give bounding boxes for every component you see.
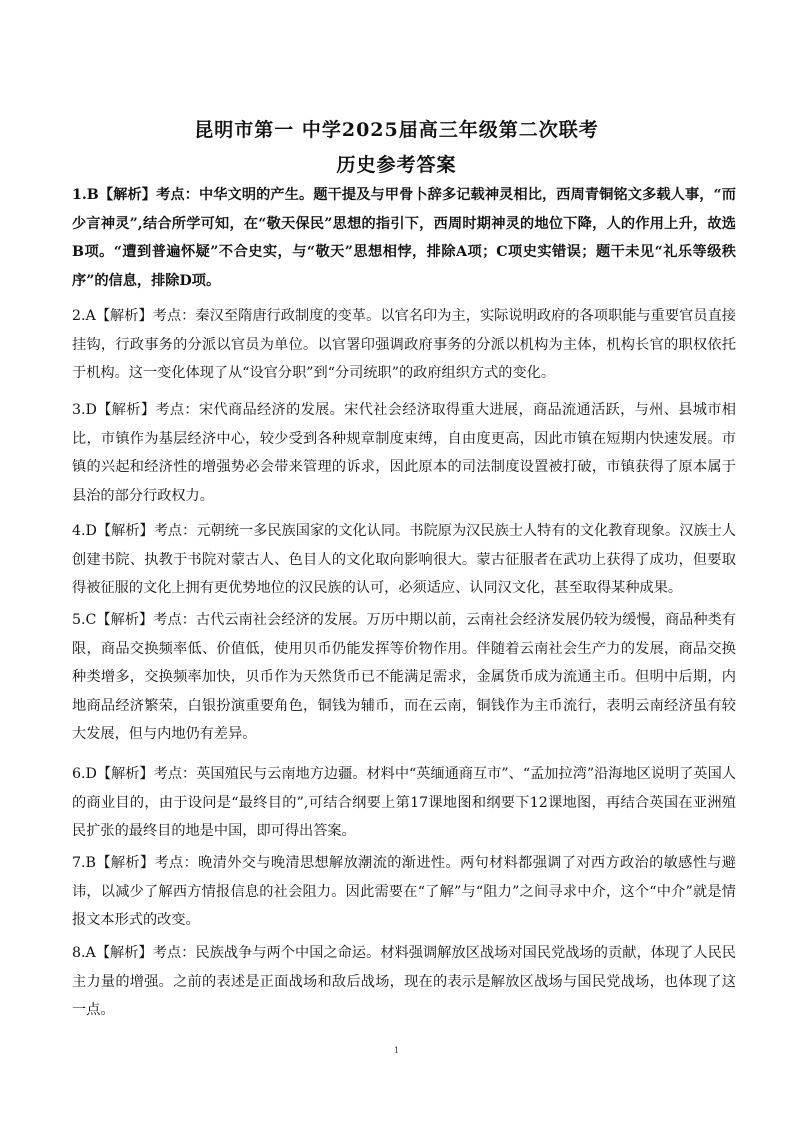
answer-item-6: 6.D【解析】考点：英国殖民与云南地方边疆。材料中“英缅通商互市”、“孟加拉湾”沿海地区说明了英国人的商业目的，由于设问是“最终目的”,可结合纲要上第17课地图和纲要下12课地图，再结合英国在亚洲殖民扩张的最终目的地是中国，即可得出答案。 <box>72 766 736 839</box>
answer-item-3: 3.D【解析】考点：宋代商品经济的发展。宋代社会经济取得重大进展，商品流通活跃，与州、县城市相比，市镇作为基层经济中心，较少受到各种规章制度束缚，自由度更高，因此市镇在短期内快速发展。市镇的兴起和经济性的增强势必会带来管理的诉求，因此原本的司法制度设置被打破，市镇获得了原本属于县治的部分行政权力。 <box>72 402 736 504</box>
answer-item-1: 1.B【解析】考点：中华文明的产生。题干提及与甲骨卜辞多记载神灵相比，西周青铜铭文多载人事，“而少言神灵”,结合所学可知，在“敬天保民”思想的指引下，西周时期神灵的地位下降，人的作用上升，故选B项。“遭到普遍怀疑”不合史实，与“敬天”思想相悖，排除A项；C项史实错误；题干未见“礼乐等级秩序”的信息，排除D项。 <box>72 187 736 289</box>
answer-item-2: 2.A【解析】考点：秦汉至隋唐行政制度的变革。以官名印为主，实际说明政府的各项职能与重要官员直接挂钩，行政事务的分派以官员为单位。以官署印强调政府事务的分派以机构为主体，机构长官的职权依托于机构。这一变化体现了从“设官分职”到“分司统职”的政府组织方式的变化。 <box>72 308 736 381</box>
document-title: 昆明市第一 中学2025届高三年级第二次联考 <box>194 119 599 141</box>
answer-item-5: 5.C【解析】考点：古代云南社会经济的发展。万历中期以前，云南社会经济发展仍较为缓慢，商品种类有限，商品交换频率低、价值低，使用贝币仍能发挥等价物作用。伴随着云南社会生产力的发展，商品交换种类增多，交换频率加快，贝币作为天然货币已不能满足需求，金属货币成为流通主币。但明中后期，内地商品经济繁荣，白银扮演重要角色，铜钱为辅币，而在云南，铜钱作为主币流行，表明云南经济虽有较大发展，但与内地仍有差异。 <box>72 612 736 742</box>
document-subtitle: 历史参考答案 <box>336 154 457 176</box>
answer-item-8: 8.A【解析】考点：民族战争与两个中国之命运。材料强调解放区战场对国民党战场的贡献，体现了人民民主力量的增强。之前的表述是正面战场和敌后战场，现在的表示是解放区战场与国民党战场，也体现了这一点。 <box>72 945 736 1018</box>
answer-item-4: 4.D【解析】考点：元朝统一多民族国家的文化认同。书院原为汉民族士人特有的文化教育现象。汉族士人创建书院、执教于书院对蒙古人、色目人的文化取向影响很大。蒙古征服者在武功上获得了成功，但要取得被征服的文化上拥有更优势地位的汉民族的认可，必须适应、认同汉文化，甚至取得某种成果。 <box>72 523 736 596</box>
page-number: 1 <box>393 1046 400 1055</box>
answer-item-7: 7.B【解析】考点：晚清外交与晚清思想解放潮流的渐进性。两句材料都强调了对西方政治的敏感性与避讳，以减少了解西方情报信息的社会阻力。因此需要在“了解”与“阻力”之间寻求中介，这个“中介”就是情报文本形式的改变。 <box>72 855 736 928</box>
